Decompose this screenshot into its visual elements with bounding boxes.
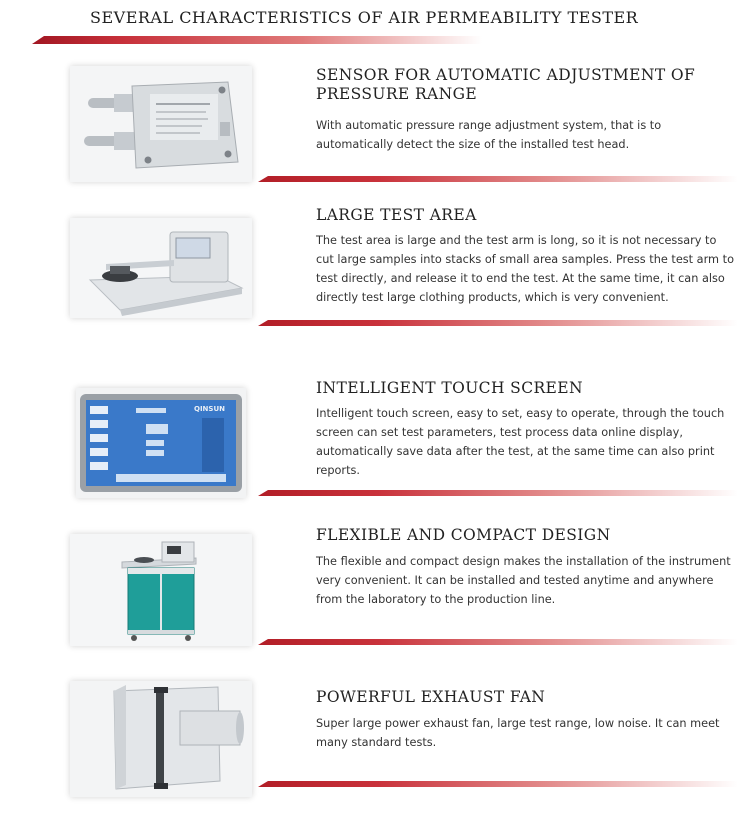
pressure-sensor-image xyxy=(70,66,252,182)
feature-title: SENSOR FOR AUTOMATIC ADJUSTMENT OF PRESSURE RANGE xyxy=(316,66,696,103)
exhaust-fan-image xyxy=(70,681,252,797)
tester-machine-image xyxy=(70,218,252,318)
brand-label: QINSUN xyxy=(194,405,225,413)
feature-description: The test area is large and the test arm is long, so it is not necessary to cut large samples into stacks of small area samples. Press the test arm to test directly, and release it to end the test. At the same time, it can also directly test large clothing products, which is very convenient. xyxy=(316,234,734,304)
feature-separator-bar xyxy=(258,176,738,182)
feature-description: Intelligent touch screen, easy to set, easy to operate, through the touch screen can set test parameters, test process data online display, automatically save data after the test, at the same time can also print reports. xyxy=(316,407,725,477)
title-underline-bar xyxy=(32,36,482,44)
cabinet-tester-image xyxy=(70,534,252,646)
feature-separator-bar xyxy=(258,781,738,787)
feature-title: INTELLIGENT TOUCH SCREEN xyxy=(316,379,583,397)
feature-title: POWERFUL EXHAUST FAN xyxy=(316,688,546,706)
feature-separator-bar xyxy=(258,490,738,496)
tester-machine-drawing xyxy=(70,218,252,318)
feature-description: Super large power exhaust fan, large test range, low noise. It can meet many standard tests. xyxy=(316,717,720,749)
touch-screen-drawing xyxy=(76,388,246,498)
feature-separator-bar xyxy=(258,320,738,326)
feature-description: With automatic pressure range adjustment system, that is to automatically detect the size of the installed test head. xyxy=(316,119,662,151)
touch-screen-image xyxy=(76,388,246,498)
page-title: SEVERAL CHARACTERISTICS OF AIR PERMEABILITY TESTER xyxy=(90,8,639,27)
feature-title: LARGE TEST AREA xyxy=(316,206,477,224)
exhaust-fan-drawing xyxy=(70,681,252,797)
feature-title: FLEXIBLE AND COMPACT DESIGN xyxy=(316,526,611,544)
feature-separator-bar xyxy=(258,639,738,645)
cabinet-tester-drawing xyxy=(70,534,252,646)
pressure-sensor-drawing xyxy=(70,66,252,182)
feature-description: The flexible and compact design makes the installation of the instrument very convenient. It can be installed and tested anytime and anywhere from the laboratory to the production line. xyxy=(316,555,731,606)
